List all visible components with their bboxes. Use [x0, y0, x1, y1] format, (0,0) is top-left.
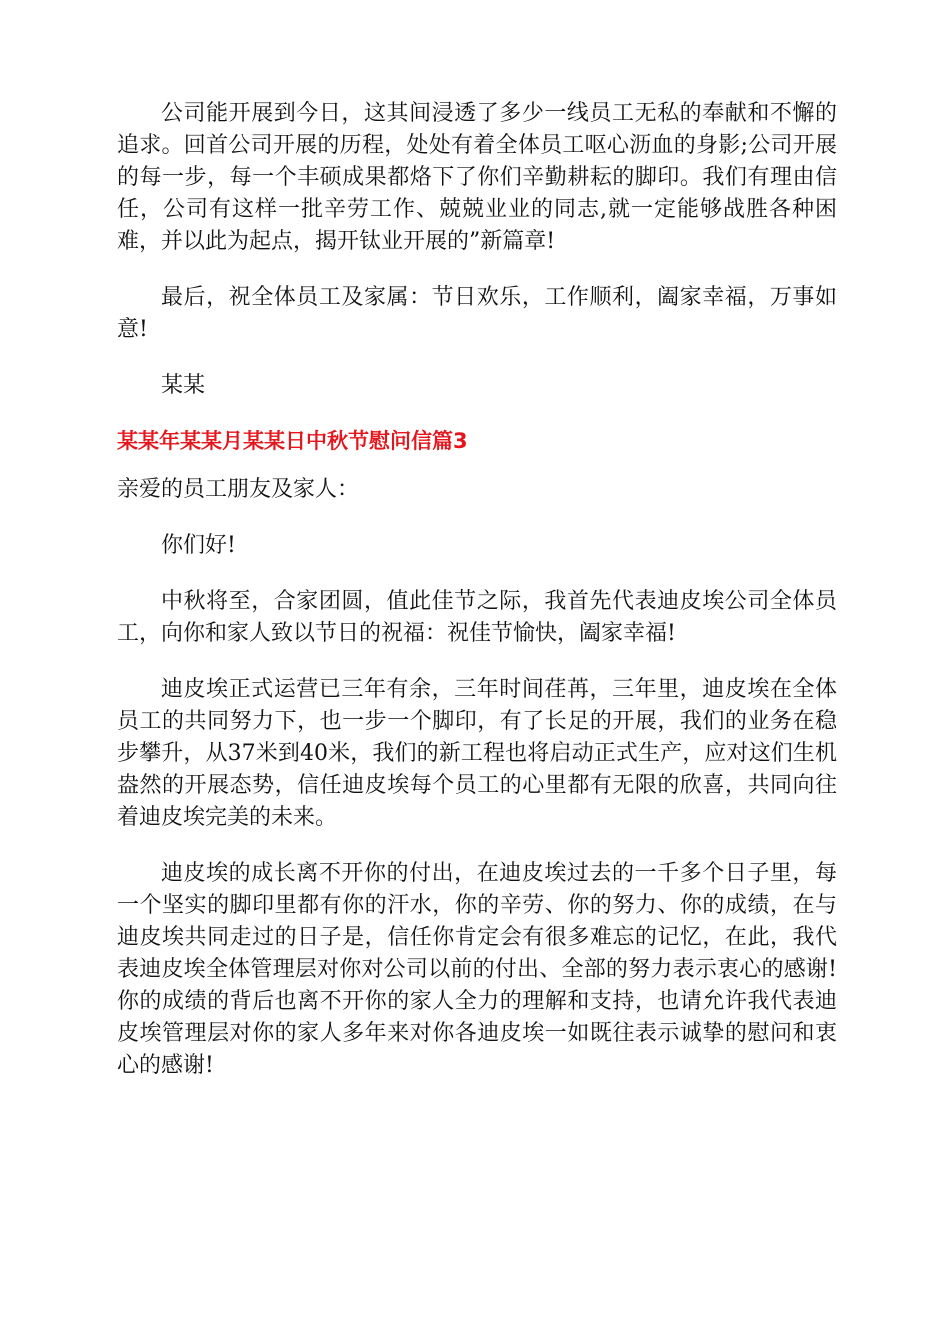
body-paragraph: 公司能开展到今日，这其间浸透了多少一线员工无私的奉献和不懈的追求。回首公司开展的历程，处处有着全体员工呕心沥血的身影;公司开展的每一步，每一个丰硕成果都烙下了你们辛勤耕耘的脚印。我们有理由信任，公司有这样一批辛劳工作、兢兢业业的同志,就一定能够战胜各种困难，并以此为起点，揭开钛业开展的”新篇章!: [117, 101, 837, 254]
salutation: 亲爱的员工朋友及家人：: [117, 477, 360, 502]
section-heading: 某某年某某月某某日中秋节慰问信篇3: [117, 429, 468, 453]
body-paragraph: 中秋将至，合家团圆，值此佳节之际，我首先代表迪皮埃公司全体员工，向你和家人致以节日的祝福：祝佳节愉快，阖家幸福!: [117, 589, 837, 646]
signature: 某某: [161, 373, 206, 398]
document-page: [117, 98, 837, 1106]
body-paragraph: 迪皮埃正式运营已三年有余，三年时间荏苒，三年里，迪皮埃在全体员工的共同努力下，也一步一个脚印，有了长足的开展，我们的业务在稳步攀升，从37米到40米，我们的新工程也将启动正式生产，应对这们生机盎然的开展态势，信任迪皮埃每个员工的心里都有无限的欣喜，共同向往着迪皮埃完美的未来。: [117, 677, 837, 830]
body-paragraph: 迪皮埃的成长离不开你的付出，在迪皮埃过去的一千多个日子里，每一个坚实的脚印里都有你的汗水，你的辛劳、你的努力、你的成绩，在与迪皮埃共同走过的日子是，信任你肯定会有很多难忘的记忆，在此，我代表迪皮埃全体管理层对你对公司以前的付出、全部的努力表示衷心的感谢!你的成绩的背后也离不开你的家人全力的理解和支持，也请允许我代表迪皮埃管理层对你的家人多年来对你各迪皮埃一如既往表示诚挚的慰问和衷心的感谢!: [117, 861, 837, 1078]
closing-wishes-paragraph: 最后，祝全体员工及家属：节日欢乐，工作顺利，阖家幸福，万事如意!: [117, 285, 837, 342]
greeting: 你们好!: [161, 533, 236, 558]
